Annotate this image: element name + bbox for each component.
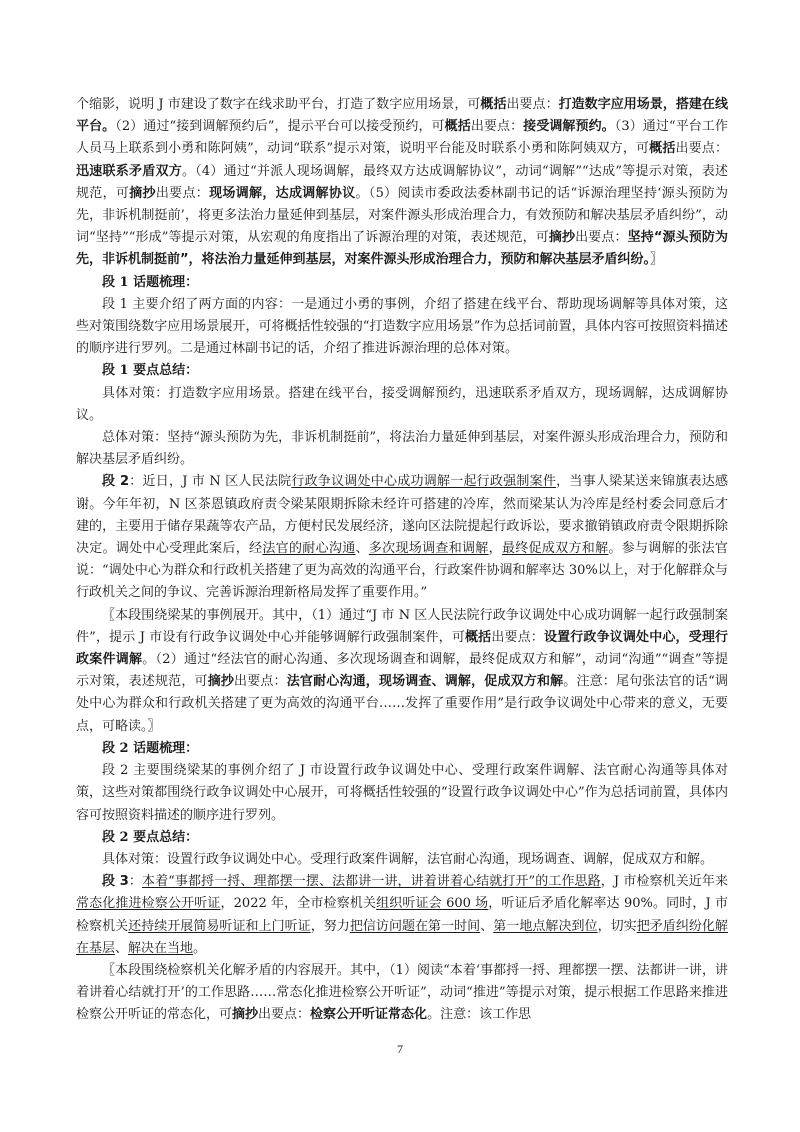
section-heading: 段 2 话题梳理： xyxy=(102,740,199,756)
text-run: 。 xyxy=(193,940,207,956)
page-number: 7 xyxy=(397,1042,403,1056)
text-run: 个缩影，说明 J 市建设了数字在线求助平台，打造了数字应用场景，可 xyxy=(76,97,481,112)
underlined-text: 解决在当地 xyxy=(128,940,194,956)
underlined-text: 行政争议调处中心成功调解一起行政强制案件 xyxy=(291,474,557,490)
text-run: ，听证后矛盾化解率达 90%。同时，J 市检察机关 xyxy=(76,896,729,934)
bold-text: 摘抄 xyxy=(232,1007,259,1023)
bold-text: 摘抄 xyxy=(548,230,576,246)
paragraph xyxy=(76,94,728,272)
text-run: ： xyxy=(128,874,142,890)
section-heading: 段 1 要点总结： xyxy=(102,363,199,379)
underlined-text: 还持续开展简易听证和上门听证 xyxy=(128,918,311,934)
text-run: ， xyxy=(488,541,502,557)
bold-text: 检察公开听证常态化 xyxy=(310,1007,428,1023)
underlined-text: 第一地点解决到位 xyxy=(493,918,598,934)
underlined-text: 最终促成双方和解 xyxy=(501,541,609,557)
bold-text: 现场调解，达成调解协议 xyxy=(209,185,356,201)
text-run: 具体对策：打造数字应用场景。搭建在线平台，接受调解预约，迅速联系矛盾双方，现场调解，达成调解协议。 xyxy=(76,385,728,423)
text-run: 〖本段围绕梁某的事例展开。其中，（1）通过“J 市 N 区人民法院行政争议调处中心成功调解一起行政强制案件”，提示 J 市设有行政争议调处中心并能够调解行政强制案件，可 xyxy=(76,607,728,645)
text-run: 。注意：尾句张法官的话“调处中心为群众和行政机关搭建了更为高效的沟通平台……发挥了重要作用”是行政争议调处中心带来的意义，无要点，可略读。〗 xyxy=(76,674,728,734)
section-heading: 段 1 话题梳理： xyxy=(102,274,199,290)
text-run: 具体对策：设置行政争议调处中心。受理行政案件调解，法官耐心沟通，现场调查、调解，促成双方和解。 xyxy=(102,851,714,867)
underlined-text: 本着“事都捋一捋、理都摆一摆、法都讲一讲，讲着讲着心结就打开”的工作思路 xyxy=(141,874,601,890)
text-run: 出要点： xyxy=(155,185,210,201)
underlined-text: 法官的耐心沟通 xyxy=(262,541,356,557)
paragraph xyxy=(76,294,728,361)
text-run: ：近日，J 市 N 区人民法院 xyxy=(129,474,292,490)
paragraph xyxy=(76,760,728,827)
text-run: 出要点： xyxy=(258,1007,311,1023)
text-run: 出要点： xyxy=(234,674,287,690)
paragraph xyxy=(76,960,728,1027)
text-run: 。注意：该工作思 xyxy=(427,1007,532,1023)
underlined-text: 组织听证会 600 场 xyxy=(376,896,489,912)
paragraph xyxy=(76,605,728,738)
section-heading: 段 2 要点总结： xyxy=(102,829,199,845)
paragraph xyxy=(76,383,728,427)
text-run: 总体对策：坚持“源头预防为先，非诉机制挺前”，将法治力量延伸到基层，对案件源头形成治理合力，预防和解决基层矛盾纠纷。 xyxy=(76,430,728,468)
text-run: 〗 xyxy=(650,252,664,268)
text-run: 段 2 主要围绕梁某的事例介绍了 J 市设置行政争议调处中心、受理行政案件调解、法官耐心沟通等具体对策，这些对策都围绕行政争议调处中心展开，可将概括性较强的“设置行政争议调处中心”作为总括词前置，具体内容可按照资料描述的顺序进行罗列。 xyxy=(76,763,728,823)
text-run: （2）通过“接到调解预约后”，提示平台可以接受预约，可 xyxy=(115,119,445,135)
text-run: 、 xyxy=(115,940,129,956)
underlined-text: 把矛盾纠纷化解在基层 xyxy=(76,918,728,956)
text-run: ，切实 xyxy=(597,918,637,934)
paragraph xyxy=(76,871,728,960)
text-run: 。参与调解的张法官说：“调处中心为群众和行政机关搭建了更为高效的沟通平台，行政案件协调和解率达 30%以上，对于化解群众与行政机关之间的争议、完善诉源治理新格局发挥了重要作用。” xyxy=(76,541,728,601)
text-run: 出要点： xyxy=(470,119,524,135)
paragraph xyxy=(76,427,728,471)
bold-text: 摘抄 xyxy=(207,674,235,690)
underlined-text: 常态化推进检察公开听证 xyxy=(76,896,221,912)
underlined-text: 把信访问题在第一时间 xyxy=(349,918,481,934)
text-run: ，J 市检察机关近年来 xyxy=(600,874,728,890)
bold-text: 段 3 xyxy=(102,874,129,890)
text-run: （3）通过“平台工作人员马上联系到小勇和陈阿姨”，动词“联系”提示对策，说明平台能及时联系小勇和陈阿姨双方，可 xyxy=(76,119,728,157)
text-run: ，当事人梁某送来锦旗表达感谢。今年年初，N 区茶恩镇政府责令梁某限期拆除未经许可搭建的冷库，然而梁某认为冷库是经村委会同意后才建的，主要用于储存果蔬等农产品，方便村民发展经济，遂向区法院提起行政诉讼，要求撤销镇政府责令限期拆除决定。调处中心受理此案后，经 xyxy=(76,474,728,557)
bold-text: 接受调解预约。 xyxy=(523,119,615,135)
text-run: ，努力 xyxy=(310,918,350,934)
text-run: 〖本段围绕检察机关化解矛盾的内容展开。其中，（1）阅读“本着‘事都捋一捋、理都摆一摆、法都讲一讲，讲着讲着心结就打开’的工作思路……常态化推进检察公开听证”，动词“推进”等提示对策，提示根据工作思路来推进检察公开听证的常态化，可 xyxy=(76,962,728,1023)
bold-text: 摘抄 xyxy=(129,185,156,201)
text-run: 出要点： xyxy=(675,141,728,157)
bold-text: 概括 xyxy=(649,141,676,157)
text-run: 出要点： xyxy=(491,629,544,645)
document-body xyxy=(76,94,728,1027)
bold-text: 法官耐心沟通，现场调查、调解，促成双方和解 xyxy=(286,674,564,690)
text-run: 出要点： xyxy=(575,230,628,246)
text-run: 。（4）通过“并派人现场调解，最终双方达成调解协议”，动词“调解”“达成”等提示对策，表述规范，可 xyxy=(76,163,728,201)
bold-text: 概括 xyxy=(444,119,471,135)
text-run: ，2022 年，全市检察机关 xyxy=(220,896,377,912)
text-run: 。（2）通过“经法官的耐心沟通、多次现场调查和调解，最终促成双方和解”，动词“沟通”“调查”等提示对策，表述规范，可 xyxy=(76,652,728,690)
text-run: 出要点： xyxy=(506,97,559,112)
paragraph xyxy=(76,849,728,871)
text-run: 段 1 主要介绍了两方面的内容：一是通过小勇的事例，介绍了搭建在线平台、帮助现场调解等具体对策，这些对策围绕数字应用场景展开，可将概括性较强的“打造数字应用场景”作为总括词前置，具体内容可按照资料描述的顺序进行罗列。二是通过林副书记的话，介绍了推进诉源治理的总体对策。 xyxy=(76,296,728,357)
bold-text: 打造数字应用场景，搭建在线平台。 xyxy=(76,97,728,135)
bold-text: 概括 xyxy=(464,629,492,645)
text-run: 。（5）阅读市委政法委林副书记的话“诉源治理坚持‘源头预防为先，非诉机制挺前’，将更多法治力量延伸到基层，对案件源头形成治理合力，有效预防和解决基层矛盾纠纷”，动词“坚持”“形成”等提示对策，从宏观的角度指出了诉源治理的对策，表述规范，可 xyxy=(76,185,728,246)
bold-text: 坚持“源头预防为先，非诉机制挺前”，将法治力量延伸到基层，对案件源头形成治理合力，预防和解决基层矛盾纠纷。 xyxy=(76,230,728,268)
bold-text: 设置行政争议调处中心，受理行政案件调解 xyxy=(76,629,728,668)
bold-text: 迅速联系矛盾双方 xyxy=(76,163,182,179)
bold-text: 段 2 xyxy=(102,474,130,490)
text-run: 、 xyxy=(480,918,494,934)
text-run: 、 xyxy=(355,541,369,557)
bold-text: 概括 xyxy=(480,97,507,112)
underlined-text: 多次现场调查和调解 xyxy=(368,541,489,557)
paragraph xyxy=(76,471,728,604)
